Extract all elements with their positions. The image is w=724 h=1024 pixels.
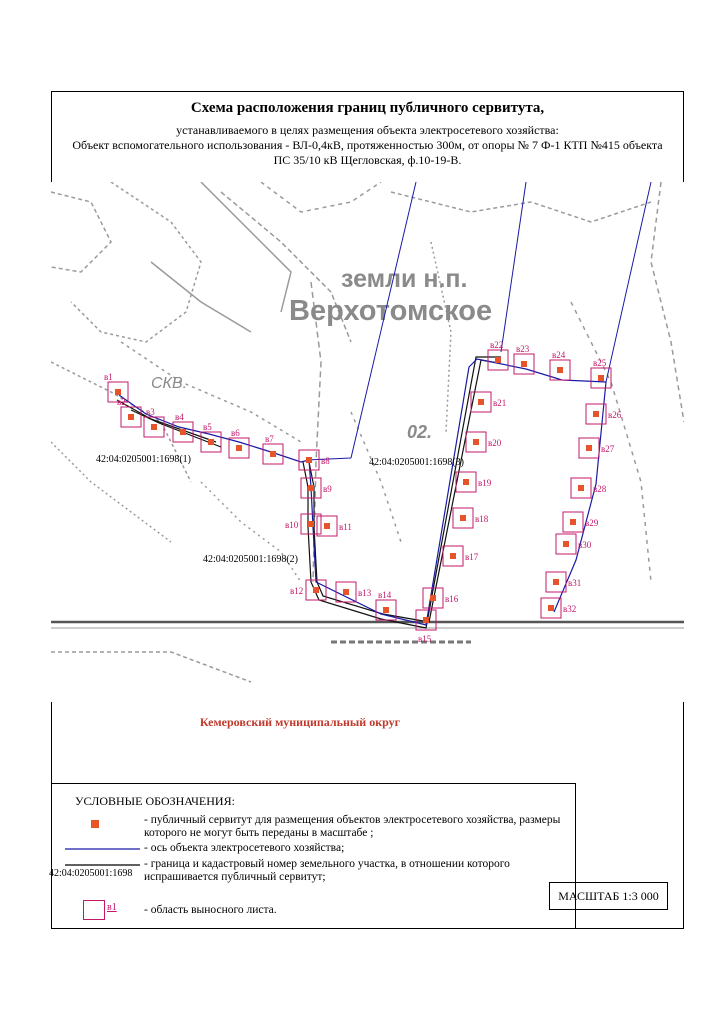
sheet-label: в10: [285, 520, 299, 530]
legend-sheet-box-icon: [83, 900, 105, 920]
sheet-label: в4: [175, 412, 184, 422]
legend-item-axis: - ось объекта электросетевого хозяйства;: [144, 842, 345, 854]
map-title: Схема расположения границ публичного сервитута,: [190, 100, 545, 116]
sheet-label: в1: [104, 372, 113, 382]
sheet-label: в27: [601, 444, 615, 454]
map-subtitle: [60, 123, 675, 168]
sheet-label: в5: [203, 422, 212, 432]
servitude-marker: [521, 361, 527, 367]
cadastral-label-1: 42:04:0205001:1698(1): [96, 454, 191, 465]
sheet-label: в21: [493, 398, 507, 408]
legend-axis-line-icon: [65, 846, 140, 852]
servitude-marker: [570, 519, 576, 525]
servitude-marker: [128, 414, 134, 420]
sheet-label: в8: [321, 456, 330, 466]
servitude-marker: [460, 515, 466, 521]
cadastral-label-2: 42:04:0205001:1698(2): [203, 554, 298, 565]
sheet-label: в24: [552, 350, 566, 360]
sheet-label: в26: [608, 410, 622, 420]
servitude-marker: [557, 367, 563, 373]
servitude-marker: [430, 595, 436, 601]
area-label: 02.: [407, 422, 433, 442]
sheet-label: в19: [478, 478, 492, 488]
servitude-marker: [593, 411, 599, 417]
subtitle-line-3: ПС 35/10 кВ Щегловская, ф.10-19-В.: [273, 153, 462, 167]
servitude-marker: [270, 451, 276, 457]
sheet-label: в16: [445, 594, 459, 604]
sheet-label: в12: [290, 586, 304, 596]
settlement-label-line2: Верхотомское: [289, 295, 493, 327]
sheet-label: в2: [117, 397, 126, 407]
subtitle-line-2: Объект вспомогательного использования - ВЛ-0,4кВ, протяженностью 300м, от опоры № 7 Ф-1 КТП №415 объекта: [72, 138, 663, 152]
district-label: Кемеровский муниципальный округ: [199, 715, 401, 729]
sheet-label: в17: [465, 552, 479, 562]
legend-sheet-sample: в1: [107, 902, 117, 913]
sheet-label: в13: [358, 588, 372, 598]
servitude-marker: [343, 589, 349, 595]
sheet-label: в20: [488, 438, 502, 448]
scale-box: МАСШТАБ 1:3 000: [549, 882, 668, 910]
sheet-label: в14: [378, 590, 392, 600]
subtitle-line-1: устанавливаемого в целях размещения объекта электросетевого хозяйства:: [176, 123, 559, 137]
legend: [51, 783, 576, 929]
sheet-label: в32: [563, 604, 577, 614]
servitude-marker: [236, 445, 242, 451]
legend-item-servitude: - публичный сервитут для размещения объектов электросетевого хозяйства, размеры которого не могут быть переданы в масштабе ;: [144, 814, 561, 839]
sheet-label: в30: [578, 540, 592, 550]
map-canvas: [51, 182, 684, 702]
base-map: [51, 182, 684, 702]
sheet-label: в25: [593, 358, 607, 368]
servitude-marker: [450, 553, 456, 559]
sheet-label: в7: [265, 434, 274, 444]
sheet-label: в11: [339, 522, 352, 532]
legend-servitude-icon: [85, 818, 105, 832]
sheet-label: в15: [418, 634, 432, 644]
sheet-label: в28: [593, 484, 607, 494]
servitude-marker: [306, 457, 312, 463]
legend-cadastral-sample: 42:04:0205001:1698: [49, 868, 133, 879]
skv-label: СКВ.: [151, 375, 188, 392]
sheet-label: в22: [490, 340, 504, 350]
servitude-marker: [478, 399, 484, 405]
servitude-marker: [598, 375, 604, 381]
servitude-marker: [324, 523, 330, 529]
sheet-label: в3: [146, 407, 155, 417]
sheet-label: в9: [323, 484, 332, 494]
legend-title: УСЛОВНЫЕ ОБОЗНАЧЕНИЯ:: [75, 794, 235, 808]
servitude-marker: [383, 607, 389, 613]
sheet-label: в31: [568, 578, 582, 588]
cadastral-label-3: 42:04:0205001:1698(3): [369, 457, 464, 468]
servitude-marker: [423, 617, 429, 623]
legend-item-boundary: - граница и кадастровый номер земельного участка, в отношении которого испрашивается публичный сервитут;: [144, 858, 510, 883]
servitude-marker: [473, 439, 479, 445]
servitude-marker: [553, 579, 559, 585]
servitude-marker: [151, 424, 157, 430]
servitude-marker: [308, 521, 314, 527]
servitude-marker: [586, 445, 592, 451]
legend-item-sheet: - область выносного листа.: [144, 904, 277, 916]
sheet-label: в23: [516, 344, 530, 354]
servitude-marker: [208, 439, 214, 445]
servitude-marker: [180, 429, 186, 435]
servitude-marker: [563, 541, 569, 547]
sheet-label: в29: [585, 518, 599, 528]
servitude-marker: [463, 479, 469, 485]
sheet-label: в18: [475, 514, 489, 524]
servitude-marker: [548, 605, 554, 611]
servitude-marker: [495, 357, 501, 363]
servitude-marker: [578, 485, 584, 491]
settlement-label-line1: земли н.п.: [341, 265, 468, 293]
servitude-marker: [115, 389, 121, 395]
sheet-label: в6: [231, 428, 240, 438]
servitude-marker: [313, 587, 319, 593]
servitude-marker: [308, 485, 314, 491]
